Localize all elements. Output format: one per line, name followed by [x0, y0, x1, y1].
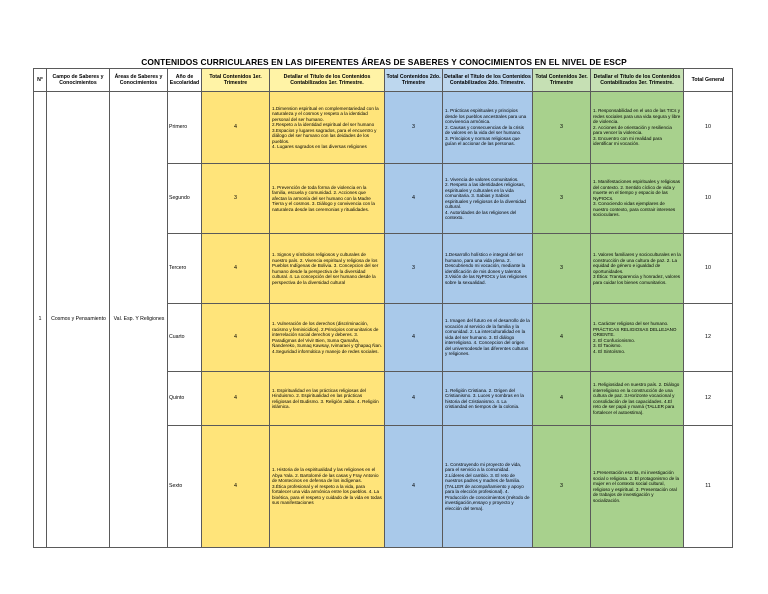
content-item: 2.Líderes del cambio. 3. El reto de nuestros padres y madres de familia.(TALLER de acompañamiento y apoyo para la elección profesional). 4. Producción de conocimientos (método de investigación,ensayo y proyecto y elección del tema).	[445, 472, 530, 511]
content-item: 3.Visión de las NyPIOCs y las religiones sobre la sexualidad.	[445, 274, 527, 285]
table-row	[34, 92, 733, 164]
header-detail-1: Detallar el Título de los Contenidos Contabilizados 1er. Trimestre.	[270, 69, 385, 92]
year-cell: Sexto	[168, 426, 202, 548]
content-item: 1.Desarrollo holístico e integral del ser humano, para una vida plena. 2. Descubriendo mi vocación, mediante la identificación de mis dones y talentos	[445, 252, 526, 274]
campo-cell: Cosmos y Pensamiento	[47, 92, 110, 548]
content-item: 2. Acciones de orientación y resiliencia para vencer la violencia.	[593, 124, 672, 136]
content-item: 3. Encuentro con mi realidad para identificar mi vocación.	[593, 135, 662, 147]
total-3-cell: 3	[533, 426, 591, 548]
content-item: 4. El Sintoísmo.	[593, 348, 626, 354]
header-total-general: Total General	[684, 69, 733, 92]
content-item: 1. Historia de la espiritualidad y las religiones en el Abya Yala. 2. Bartolomé de las casas y Fray Antonio de Montecinos en defensa de los indígenas.	[272, 467, 379, 484]
content-item: 1. Signos y símbolos religiosos y culturales de nuestro país. 2. Vivencia espiritual y religiosa de los Pueblos Indígenas de Bolivia. 3. Concepcion del ser humano desde la perspectiva de la diversidad cultural. 4. La concepción del ser humano desde la perspectiva de la diversidad cultural	[272, 252, 379, 285]
total-1-cell: 4	[202, 426, 270, 548]
detail-1-cell	[270, 92, 385, 164]
content-item: 1. Carácter religioso del ser humano. PRÁCTICAS RELIGIOSAS DELLEJANO ORIENTE.	[593, 321, 677, 337]
header-areas: Áreas de Saberes y Conocimientos	[110, 69, 168, 92]
detail-1-cell	[270, 234, 385, 304]
header-anio: Año de Escolaridad	[168, 69, 202, 92]
detail-3-cell	[591, 426, 684, 548]
total-2-cell: 3	[385, 92, 443, 164]
curriculum-table	[33, 68, 733, 548]
total-3-cell: 4	[533, 304, 591, 372]
detail-3-cell	[591, 92, 684, 164]
detail-1-cell	[270, 164, 385, 234]
content-item: 4.Seguridad informática y manejo de redes sociales.	[272, 348, 379, 354]
content-item: 1. Prevención de toda forma de violencia en la familia, escuela y comunidad. 2. Acciones que afectan la armonía del ser humano con la Madre Tierra y el cosmos. 3. Diálogo y convivencia con la naturaleza desde las ceremonias y ritualidades.	[272, 184, 375, 212]
header-campo: Campo de Saberes y Conocimientos	[47, 69, 110, 92]
total-general-cell: 12	[684, 304, 733, 372]
total-general-cell: 10	[684, 234, 733, 304]
total-2-cell: 4	[385, 426, 443, 548]
content-item: 2.Respeto a la identidad espiritual del ser humano	[272, 122, 375, 127]
area-cell: Val. Esp. Y Religiones	[110, 92, 168, 548]
content-item: 1.Presentación escrita, mi investigación social o religiosa. 2. El protagonismo de la mujer en el contexto social cultural, religioso y espiritual. 3. Presentación oral de trabajos de investigación y socialización.	[593, 470, 680, 503]
detail-3-cell	[591, 372, 684, 426]
total-general-cell: 12	[684, 372, 733, 426]
content-item: 3.Espacios y lugares sagrados, para el encuentro y diálogo del ser humano con las deidades de los pueblos.	[272, 127, 377, 144]
detail-2-cell	[443, 164, 533, 234]
detail-2-cell	[443, 426, 533, 548]
detail-1-cell	[270, 426, 385, 548]
row-number: 1	[34, 92, 47, 548]
total-1-cell: 4	[202, 92, 270, 164]
detail-2-cell	[443, 372, 533, 426]
detail-2-cell	[443, 234, 533, 304]
total-general-cell: 10	[684, 92, 733, 164]
page-title: CONTENIDOS CURRICULARES EN LAS DIFERENTES ÁREAS DE SABERES Y CONOCIMIENTOS EN EL NIVEL DE ESCP	[141, 57, 627, 67]
total-3-cell: 4	[533, 372, 591, 426]
content-item: 2. El Confucionismo.	[593, 337, 636, 343]
header-row	[34, 69, 733, 92]
header-total-1: Total Contenidos 1er. Trimestre	[202, 69, 270, 92]
year-cell: Segundo	[168, 164, 202, 234]
content-item: 3. Principios y normas religiosas que guían el accionar de las personas.	[445, 135, 520, 147]
header-detail-3: Detallar el Título de los Contenidos Contabilizados 3er. Trimestre.	[591, 69, 684, 92]
content-item: 1. Manifestaciones espirituales y religiosas del contexto. 2. Sentido cíclico de vida y muerte en el tiempo y espacio de las NyPIOCs.	[593, 179, 681, 201]
total-general-cell: 10	[684, 164, 733, 234]
total-3-cell: 3	[533, 234, 591, 304]
total-2-cell: 4	[385, 304, 443, 372]
detail-2-cell	[443, 304, 533, 372]
total-2-cell: 3	[385, 234, 443, 304]
year-cell: Quinto	[168, 372, 202, 426]
content-item: 1. Vulneración de los derechos (discriminación, racismo y feminicidios). 2.Principios comunitarios de interrelación social derechos y deberes. 3. Paradigmas del Vivir Bien, Suma Qamaña, Ñandereko, Sumaq Kawsay, Ivimaraei y Qhapaq Ñan.	[272, 321, 382, 348]
content-item: 1.Dimension espiritual en complementariedad con la naturaleza y el cosmos y respeto a la identidad personal del ser humano.	[272, 105, 379, 122]
detail-2-cell	[443, 92, 533, 164]
header-number: N°	[34, 69, 47, 92]
total-1-cell: 4	[202, 304, 270, 372]
content-item: 3. Conociendo vidas ejemplares de nuestro contexto, para contrair intereses socioculares.	[593, 201, 676, 218]
total-2-cell: 4	[385, 372, 443, 426]
detail-3-cell	[591, 304, 684, 372]
content-item: 3. El Taoismo.	[593, 343, 622, 348]
year-cell: Tercero	[168, 234, 202, 304]
content-item: 1. Religiosidad en nuestro país. 2. Diálogo interreligioso en la construcción de una cultura de paz. 3.Horizonte vocacional y consolidación de las capacidades. 4.El reto de ser papá y mamá (TALLER para fortalecer el autoestima).	[593, 382, 680, 415]
header-detail-2: Detallar el Título de los Contenidos Contabilizados 2do. Trimestre.	[443, 69, 533, 92]
content-item: 1. Espiritualidad en las prácticas religiosas del Hinduismo. 2. Espiritualidad en las prácticas religiosas del Budismo. 3. Religión Jaiba. 4. Religión islámica.	[272, 387, 379, 409]
content-item: 3 Ética: Transparencia y honradez, valores para cuidar los bienes comunitarios.	[593, 274, 681, 285]
content-item: 1. Vivencia de valores comunitarios.	[445, 176, 519, 182]
detail-1-cell	[270, 372, 385, 426]
detail-3-cell	[591, 164, 684, 234]
content-item: 4. Lugares sagrados en las diversas religiones	[272, 144, 367, 149]
total-general-cell: 11	[684, 426, 733, 548]
year-cell: Primero	[168, 92, 202, 164]
header-total-3: Total Contenidos 3er. Trimestre	[533, 69, 591, 92]
content-item: 2. Respeto a las identidades religiosas, espirituales y culturales en la vida comunitaria. 3. Sabias y Sabios espirituales y religiosos de la diversidad cultural.	[445, 182, 526, 209]
total-3-cell: 3	[533, 164, 591, 234]
detail-3-cell	[591, 234, 684, 304]
detail-1-cell	[270, 304, 385, 372]
content-item: 3.Ética profesional y el respeto a la vida, para fortalecer una vida armónica entre los pueblos. 4. La bioética, para el respeto y cuidado de la vida en todas sus manifestaciones	[272, 483, 382, 506]
content-item: 1. Responsabilidad en el uso de las TICs y redes sociales para una vida segura y libre de violencia.	[593, 108, 681, 125]
total-1-cell: 4	[202, 234, 270, 304]
header-total-2: Total Contenidos 2do. Trimestre	[385, 69, 443, 92]
content-item: 1. Religión Cristiana. 2. Origen del Cristianismo. 3. Luces y sombras en la historia del Cristianismo. 4. La cristiandad en tiempos de la colonia.	[445, 387, 524, 409]
total-2-cell: 4	[385, 164, 443, 234]
content-item: 1. Construyendo mi proyecto de vida, para el servicio a la comunidad.	[445, 461, 522, 473]
content-item: 1. Prácticas espirituales y principios desde los pueblos ancestrales para una convivencia armónica.	[445, 108, 527, 125]
content-item: 2. Causas y consecuencias de la crisis de valores en la vida del ser humano.	[445, 124, 524, 136]
total-1-cell: 3	[202, 164, 270, 234]
year-cell: Cuarto	[168, 304, 202, 372]
content-item: 1. Imagen del futuro en el desarrollo de la vocación al servicio de la familia y la comunidad. 2. La interculturalidad en la vida del ser humano. 3. El diálogo interreligioso. 4. Concepcion del origen del universodesde las diferentes culturas y religiones.	[445, 318, 530, 357]
total-1-cell: 4	[202, 372, 270, 426]
content-item: 4. Autoridades de las religiones del contexto.	[445, 209, 517, 220]
content-item: 1. Valores familiares y socioculturales en la construcción de una cultura de paz. 2. La equidad de género e igualdad de oportunidades.	[593, 252, 681, 274]
total-3-cell: 3	[533, 92, 591, 164]
